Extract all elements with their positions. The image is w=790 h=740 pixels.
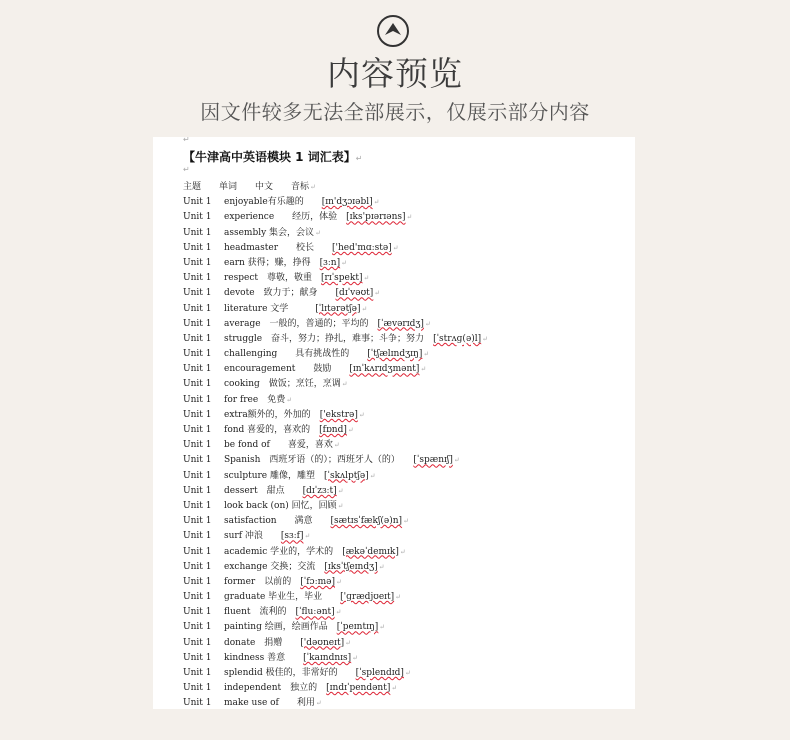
table-row (183, 560, 635, 575)
paragraph-mark-icon: ↵ (286, 395, 293, 404)
paragraph-mark-icon: ↵ (482, 334, 489, 343)
word-entry: headmaster 校长 (224, 242, 333, 253)
table-row (183, 469, 635, 484)
phonetic: ['ɡrædjʊeɪt] (340, 592, 395, 603)
paragraph-mark-icon: ↵ (337, 486, 344, 495)
phonetic: ['hed'mɑːstə] (332, 242, 392, 253)
table-row (183, 696, 635, 709)
paragraph-mark-icon: ↵ (392, 243, 399, 252)
phonetic: [ˈskʌlptʃə] (324, 470, 369, 481)
word-entry: encouragement 鼓励 (224, 364, 350, 375)
paragraph-mark-icon: ↵ (420, 365, 427, 374)
vocabulary-list (183, 180, 635, 709)
word-entry: enjoyable有乐趣的 (224, 197, 322, 208)
paragraph-mark-icon: ↵ (361, 304, 368, 313)
unit-cell: Unit 1 (183, 379, 212, 390)
unit-cell: Unit 1 (183, 425, 212, 435)
word-entry: respect 尊敬，敬重 (224, 273, 321, 284)
paragraph-mark-icon: ↵ (352, 653, 359, 662)
phonetic: [ˈkaɪndnɪs] (303, 652, 352, 663)
table-row (183, 241, 635, 256)
paragraph-mark-icon: ↵ (183, 165, 190, 174)
word-entry: struggle 奋斗，努力；挣扎，难事；斗争；努力 (224, 333, 434, 344)
word-entry: challenging 具有挑战性的 (224, 349, 368, 360)
paragraph-mark-icon: ↵ (315, 699, 322, 708)
phonetic: [ˈpeɪntɪŋ] (336, 622, 379, 633)
paragraph-mark-icon: ↵ (379, 623, 386, 632)
word-entry: splendid 极佳的，非常好的 (224, 668, 356, 678)
phonetic: [ɪks'pɪərɪəns] (346, 212, 406, 223)
unit-cell: Unit 1 (183, 273, 212, 284)
paragraph-mark-icon: ↵ (406, 213, 413, 222)
phonetic: [ɪndɪˈpendənt] (326, 683, 391, 694)
paragraph-mark-icon: ↵ (341, 380, 348, 389)
unit-cell: Unit 1 (183, 212, 212, 223)
unit-cell: Unit 1 (183, 470, 212, 481)
table-row (183, 590, 635, 605)
paragraph-mark-icon: ↵ (369, 471, 376, 480)
unit-cell: Unit 1 (183, 318, 212, 329)
phonetic: [ˈfluːənt] (295, 607, 335, 618)
word-entry: dessert 甜点 (224, 485, 303, 496)
unit-cell: Unit 1 (183, 288, 212, 299)
paragraph-mark-icon: ↵ (335, 608, 342, 617)
phonetic: [dɪˈzɜːt] (302, 485, 337, 496)
unit-cell: Unit 1 (183, 242, 212, 253)
word-entry: make use of 利用 (224, 698, 315, 709)
word-entry: average 一般的，普通的；平均的 (224, 318, 378, 329)
paragraph-mark-icon: ↵ (355, 154, 363, 163)
table-row (183, 438, 635, 453)
paragraph-mark-icon: ↵ (399, 547, 406, 556)
paragraph-mark-icon: ↵ (337, 501, 344, 510)
paragraph-mark-icon: ↵ (345, 638, 351, 647)
paragraph-mark-icon: ↵ (347, 426, 354, 434)
phonetic: [fɒnd] (319, 425, 347, 435)
phonetic: [ˈspænɪʃ] (413, 455, 453, 466)
word-entry: fluent 流利的 (224, 607, 296, 618)
paragraph-mark-icon: ↵ (423, 350, 430, 359)
table-row (183, 271, 635, 286)
word-entry: surf 冲浪 (224, 531, 281, 542)
table-row (183, 377, 635, 392)
paragraph-mark-icon: ↵ (378, 562, 385, 571)
unit-cell: Unit 1 (183, 364, 212, 375)
phonetic: [sɜːf] (280, 531, 304, 542)
phonetic: ['dəʊneɪt] (300, 637, 345, 648)
table-row (183, 529, 635, 544)
table-row (183, 514, 635, 529)
unit-cell: Unit 1 (183, 592, 212, 603)
unit-cell: Unit 1 (183, 607, 212, 618)
unit-cell: Unit 1 (183, 394, 212, 405)
phonetic: [dɪˈvəʊt] (335, 288, 374, 299)
unit-cell: Unit 1 (183, 500, 212, 511)
word-entry: fond 喜爱的，喜欢的 (224, 425, 320, 435)
table-row (183, 347, 635, 362)
word-entry: extra额外的，外加的 (224, 409, 320, 420)
phonetic: [ɪksˈtʃeɪndʒ] (324, 561, 378, 572)
word-entry: painting 绘画，绘画作品 (224, 622, 337, 633)
table-row (183, 317, 635, 332)
document-preview (153, 137, 635, 709)
word-entry: Spanish 西班牙语（的）；西班牙人（的） (224, 455, 414, 466)
word-entry: look back (on) 回忆，回顾 (224, 500, 337, 511)
table-row (183, 620, 635, 635)
unit-cell: Unit 1 (183, 516, 212, 527)
unit-cell: Unit 1 (183, 531, 212, 542)
word-entry: for free 免费 (224, 394, 286, 405)
table-row (183, 226, 635, 241)
table-row (183, 195, 635, 210)
table-row (183, 408, 635, 423)
table-row (183, 423, 635, 438)
document-title (183, 148, 362, 165)
table-row (183, 605, 635, 620)
word-entry: cooking 做饭；烹饪，烹调 (224, 379, 341, 390)
unit-cell: Unit 1 (183, 683, 212, 694)
word-entry: academic 学业的，学术的 (224, 546, 343, 557)
unit-cell: Unit 1 (183, 197, 212, 208)
unit-cell: Unit 1 (183, 485, 212, 496)
page-subtitle: 因文件较多无法全部展示，仅展示部分内容 (200, 100, 590, 124)
table-row (183, 362, 635, 377)
word-entry: independent 独立的 (224, 683, 327, 694)
phonetic: [ɪnˈkʌrɪdʒmənt] (349, 364, 420, 375)
table-row (183, 332, 635, 347)
paragraph-mark-icon: ↵ (341, 258, 347, 267)
preview-header (0, 0, 790, 135)
phonetic: [ˈævərɪdʒ] (377, 318, 424, 329)
paragraph-mark-icon: ↵ (403, 517, 409, 526)
unit-cell: Unit 1 (183, 227, 212, 238)
phonetic: [rɪˈspekt] (321, 273, 363, 284)
paragraph-mark-icon: ↵ (404, 669, 411, 677)
paragraph-mark-icon: ↵ (183, 137, 190, 144)
paragraph-mark-icon: ↵ (391, 684, 398, 693)
table-row (183, 666, 635, 681)
phonetic: [ˈlɪtərətʃə] (315, 303, 361, 314)
unit-cell: Unit 1 (183, 409, 212, 420)
unit-cell: Unit 1 (183, 455, 212, 466)
word-entry: assembly 集会，会议 (224, 227, 315, 238)
unit-cell: Unit 1 (183, 652, 212, 663)
paragraph-mark-icon: ↵ (335, 577, 342, 586)
paragraph-mark-icon: ↵ (310, 183, 316, 191)
table-row (183, 545, 635, 560)
unit-cell: Unit 1 (183, 333, 212, 344)
phonetic: [ˈstrʌɡ(ə)l] (433, 333, 482, 344)
table-row (183, 681, 635, 696)
table-row (183, 302, 635, 317)
paragraph-mark-icon: ↵ (424, 319, 431, 328)
word-entry: sculpture 雕像，雕塑 (224, 470, 324, 481)
word-entry: graduate 毕业生，毕业 (224, 592, 341, 603)
unit-cell: Unit 1 (183, 257, 212, 268)
paragraph-mark-icon: ↵ (374, 289, 381, 298)
page-title: 内容预览 (327, 54, 463, 93)
unit-cell: Unit 1 (183, 303, 212, 314)
phonetic: [ˈsplendɪd] (355, 668, 404, 678)
paragraph-mark-icon: ↵ (453, 456, 460, 465)
phonetic: [ɪn'dʒɔɪəbl] (321, 197, 373, 208)
phonetic: [sætɪsˈfækʃ(ə)n] (330, 516, 403, 527)
paragraph-mark-icon: ↵ (373, 198, 380, 207)
word-entry: donate 捐赠 (224, 637, 301, 648)
document-title-text: 【牛津高中英语模块 1 词汇表】 (183, 150, 356, 164)
table-row (183, 256, 635, 271)
word-entry: kindness 善意 (224, 652, 304, 663)
unit-cell: Unit 1 (183, 698, 212, 709)
paragraph-mark-icon: ↵ (358, 410, 365, 419)
table-row (183, 210, 635, 225)
table-row (183, 484, 635, 499)
unit-cell: Unit 1 (183, 561, 212, 572)
paragraph-mark-icon: ↵ (304, 532, 311, 541)
table-row (183, 651, 635, 666)
phonetic: [ɜːn] (319, 257, 341, 268)
unit-cell: Unit 1 (183, 637, 212, 648)
word-entry: literature 文学 (224, 303, 316, 314)
word-entry: exchange 交换；交流 (224, 561, 325, 572)
word-entry: experience 经历，体验 (224, 212, 347, 223)
paragraph-mark-icon: ↵ (395, 593, 402, 602)
unit-cell: Unit 1 (183, 622, 212, 633)
paragraph-mark-icon: ↵ (315, 228, 321, 237)
phonetic: [ækəˈdemɪk] (342, 546, 399, 557)
unit-cell: Unit 1 (183, 576, 212, 587)
unit-cell: Unit 1 (183, 546, 212, 557)
column-header (183, 180, 635, 195)
word-entry: former 以前的 (224, 576, 301, 587)
table-row (183, 453, 635, 468)
word-entry: be fond of 喜爱，喜欢 (224, 440, 333, 451)
word-entry: earn 获得；赚，挣得 (224, 257, 320, 268)
unit-cell: Unit 1 (183, 668, 212, 678)
table-row (183, 636, 635, 651)
word-entry: devote 致力于；献身 (224, 288, 336, 299)
phonetic: [ˈtʃælɪndʒɪŋ] (367, 349, 423, 360)
table-row (183, 575, 635, 590)
table-row (183, 393, 635, 408)
column-header-text: 主题 单词 中文 音标 (183, 182, 310, 192)
chevron-up-circle-icon[interactable] (376, 14, 410, 48)
phonetic: ['ekstrə] (319, 409, 358, 420)
table-row (183, 286, 635, 301)
table-row (183, 499, 635, 514)
unit-cell: Unit 1 (183, 349, 212, 360)
unit-cell: Unit 1 (183, 440, 212, 451)
phonetic: [ˈfɔːmə] (300, 576, 335, 587)
paragraph-mark-icon: ↵ (333, 441, 340, 450)
word-entry: satisfaction 满意 (224, 516, 331, 527)
paragraph-mark-icon: ↵ (363, 274, 370, 283)
